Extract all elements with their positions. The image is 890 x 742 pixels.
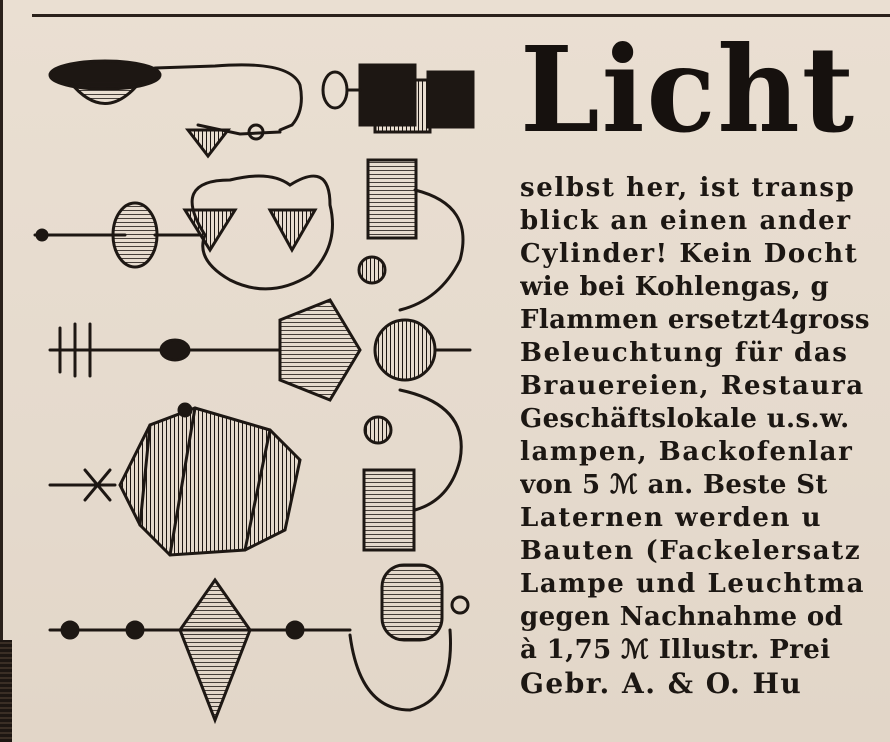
body-line-11: Laternen werden u [520,503,823,533]
body-line-10: von 5 ℳ an. Beste St [520,470,828,500]
body-line-15: à 1,75 ℳ Illustr. Prei [520,635,831,665]
body-line-7: Brauereien, Restaura [520,371,865,401]
left-border-rule [0,0,3,742]
heading-licht: Licht [520,20,856,159]
left-edge-ink [0,640,12,742]
body-line-8: Geschäftslokale u.s.w. [520,404,850,434]
lantern-top-icon [323,65,473,132]
body-line-1: selbst her, ist transp [520,173,856,203]
hanging-lantern-icon [50,404,300,555]
body-line-4: wie bei Kohlengas, g [520,272,830,302]
body-line-12: Bauten (Fackelersatz [520,536,862,566]
body-line-14: gegen Nachnahme od [520,602,844,632]
body-line-5: Flammen ersetzt4gross [520,305,870,335]
top-border-rule [32,14,890,17]
signature-line: Gebr. A. & O. Hu [520,667,803,700]
body-line-6: Beleuchtung für das [520,338,849,368]
advertisement-body [520,172,890,700]
wall-lamp-top-icon [50,61,301,156]
body-line-13: Lampe und Leuchtma [520,569,866,599]
body-line-2: blick an einen ander [520,206,852,236]
candelabra-icon [35,176,333,289]
bracket-lamp-bottom-icon [50,565,468,720]
body-line-3: Cylinder! Kein Docht [520,239,859,269]
lamp-illustration [30,30,510,742]
body-line-9: lampen, Backofenlar [520,437,854,467]
torch-lamp-icon [50,300,470,400]
